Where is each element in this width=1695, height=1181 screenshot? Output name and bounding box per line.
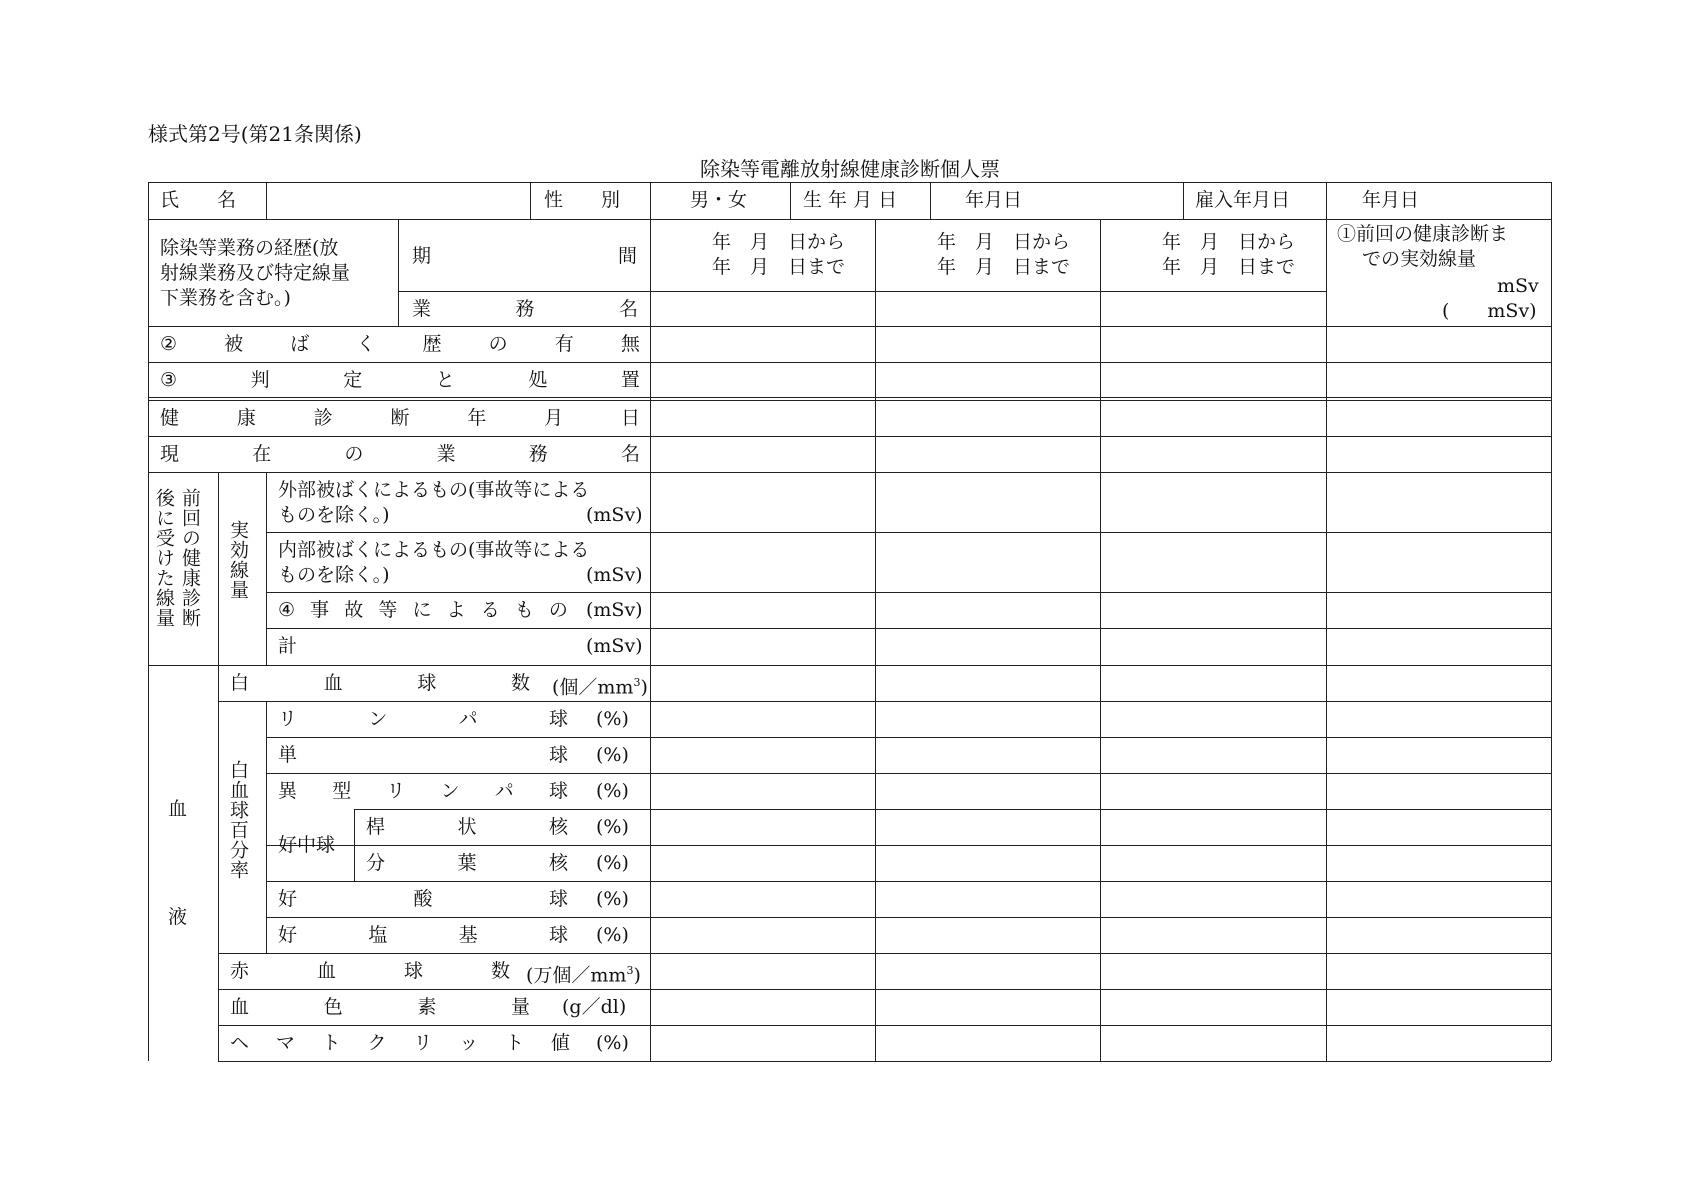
mono-label: 単 球 [278, 744, 568, 766]
grid-line [218, 1061, 1551, 1062]
external-line-1: 外部被ばくによるもの(事故等による [278, 479, 590, 501]
hire-label: 雇入年月日 [1195, 189, 1291, 211]
birth-label: 生 年 月 日 [803, 189, 898, 211]
dose-outer-col2: 後に受けた線量 [153, 488, 175, 628]
period-label: 期 [412, 245, 432, 267]
history-label-3: 下業務を含む。) [160, 287, 291, 309]
grid-line [218, 989, 1551, 990]
blood-label-top: 血 [168, 798, 188, 820]
dose-unit-2: ( mSv) [1442, 300, 1537, 322]
effective-dose-label: 実効線量 [227, 520, 249, 600]
lymph-unit: (%) [596, 708, 629, 730]
grid-line [266, 182, 267, 219]
grid-line [1326, 219, 1327, 1061]
grid-line [266, 592, 1551, 593]
period-label-2: 間 [618, 245, 638, 267]
period-to-0: 年 月 日まで [712, 256, 846, 278]
grid-line [266, 628, 1551, 629]
grid-line [148, 362, 1551, 363]
grid-line [218, 1025, 1551, 1026]
grid-line [218, 665, 219, 1061]
birth-value: 年月日 [965, 189, 1023, 211]
history-label-1: 除染等業務の経歴(放 [160, 237, 339, 259]
period-to-2: 年 月 日まで [1162, 256, 1296, 278]
eosinophil-unit: (%) [596, 888, 629, 910]
grid-line [218, 953, 1551, 954]
period-from-1: 年 月 日から [937, 231, 1071, 253]
grid-line [148, 182, 149, 1061]
grid-line [148, 436, 1551, 437]
form-code: 様式第2号(第21条関係) [148, 122, 362, 146]
blood-label-bottom: 液 [168, 906, 188, 928]
band-label: 桿 状 核 [366, 816, 568, 838]
exam-date-label: 健 康 診 断 年 月 日 [160, 407, 640, 429]
grid-line [398, 219, 399, 326]
grid-line [148, 400, 1551, 401]
dose-label-1: ①前回の健康診断ま [1337, 223, 1509, 245]
hemoglobin-unit: (g／dl) [562, 996, 627, 1018]
dose-label-2: での実効線量 [1362, 248, 1477, 270]
grid-line [530, 182, 531, 219]
grid-line [266, 773, 1551, 774]
rbc-unit: (万個$/mm^3$) [526, 964, 641, 987]
wbc-unit: (個$/mm^3$) [552, 676, 648, 699]
hematocrit-label: ヘ マ ト ク リ ッ ト 値 [230, 1032, 570, 1054]
grid-line [930, 182, 931, 219]
hemoglobin-label: 血 色 素 量 [230, 996, 530, 1018]
dose-outer-col1: 前回の健康診断 [179, 488, 201, 628]
exposure-label: ② 被 ば く 歴 の 有 無 [160, 333, 640, 355]
gender-label: 性 別 [544, 189, 621, 211]
history-label-2: 射線業務及び特定線量 [160, 262, 351, 284]
external-line-2: ものを除く。) [278, 504, 390, 526]
grid-line [218, 472, 219, 665]
grid-line [650, 219, 651, 1061]
band-unit: (%) [596, 816, 629, 838]
form-title: 除染等電離放射線健康診断個人票 [700, 157, 1000, 181]
grid-line [218, 701, 1551, 702]
period-to-1: 年 月 日まで [937, 256, 1071, 278]
grid-line [354, 809, 355, 881]
external-unit: (mSv) [586, 504, 643, 526]
gender-value: 男・女 [690, 189, 748, 211]
grid-line [148, 326, 1551, 327]
basophil-unit: (%) [596, 924, 629, 946]
internal-unit: (mSv) [586, 564, 643, 586]
accident-label: ④ 事 故 等 に よ る も の [278, 599, 568, 621]
job-label: 業 務 名 [412, 298, 638, 320]
hire-value: 年月日 [1362, 189, 1420, 211]
grid-line [266, 917, 1551, 918]
grid-line [1100, 219, 1101, 1061]
grid-line [1551, 182, 1552, 1061]
eosinophil-label: 好 酸 球 [278, 888, 568, 910]
differential-label: 白血球百分率 [227, 760, 249, 880]
grid-line [148, 665, 1551, 666]
grid-line [266, 881, 1551, 882]
wbc-label: 白 血 球 数 [230, 672, 530, 694]
internal-line-1: 内部被ばくによるもの(事故等による [278, 539, 590, 561]
atypical-unit: (%) [596, 780, 629, 802]
grid-line [266, 472, 267, 665]
segmented-unit: (%) [596, 852, 629, 874]
grid-line [266, 532, 1551, 533]
grid-line [650, 182, 651, 219]
segmented-label: 分 葉 核 [366, 852, 568, 874]
grid-line [790, 182, 791, 219]
current-job-label: 現 在 の 業 務 名 [160, 443, 640, 465]
grid-line [148, 397, 1551, 398]
grid-line [1183, 182, 1184, 219]
mono-unit: (%) [596, 744, 629, 766]
period-from-0: 年 月 日から [712, 231, 846, 253]
total-label: 計 [278, 635, 298, 657]
rbc-label: 赤 血 球 数 [230, 960, 510, 982]
grid-line [354, 809, 1551, 810]
total-unit: (mSv) [586, 635, 643, 657]
grid-line [266, 845, 1551, 846]
grid-line [398, 291, 1326, 292]
grid-line [1326, 182, 1327, 219]
neutrophil-label: 好中球 [278, 834, 336, 856]
name-label: 氏 名 [160, 189, 237, 211]
dose-unit: mSv [1497, 275, 1539, 297]
grid-line [266, 701, 267, 953]
accident-unit: (mSv) [586, 599, 643, 621]
grid-line [148, 219, 1551, 220]
grid-line [875, 219, 876, 1061]
internal-line-2: ものを除く。) [278, 564, 390, 586]
period-from-2: 年 月 日から [1162, 231, 1296, 253]
grid-line [148, 182, 1551, 183]
hematocrit-unit: (%) [596, 1032, 629, 1054]
lymph-label: リ ン パ 球 [278, 708, 568, 730]
judgment-label: ③ 判 定 と 処 置 [160, 369, 640, 391]
grid-line [266, 737, 1551, 738]
atypical-label: 異 型 リ ン パ 球 [278, 780, 568, 802]
grid-line [148, 472, 1551, 473]
basophil-label: 好 塩 基 球 [278, 924, 568, 946]
